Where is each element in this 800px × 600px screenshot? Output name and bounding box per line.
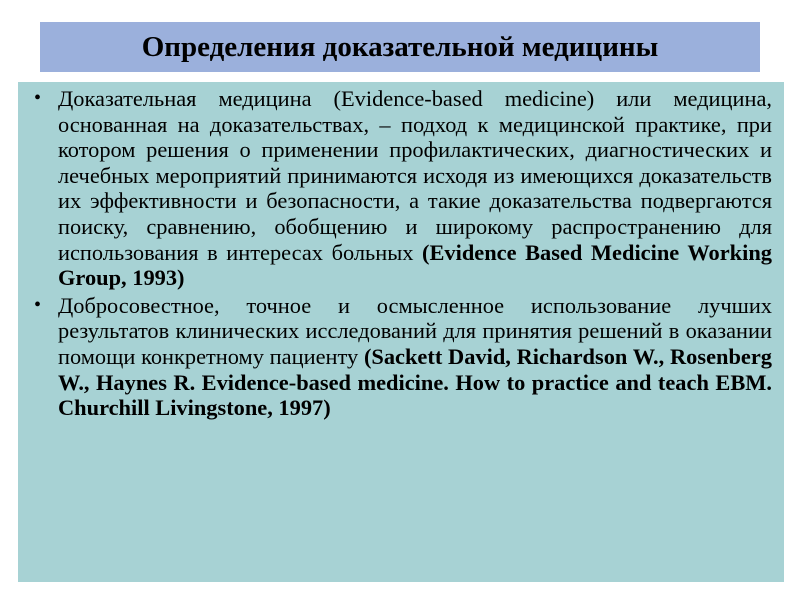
bullet-list — [32, 86, 772, 421]
bullet-text: Добросовестное, точное и осмысленное использование лучших результатов клинических исследований для принятия решений в оказании помощи конкретному пациенту — [58, 292, 772, 369]
content-box — [18, 82, 784, 582]
bullet-text: Доказательная медицина (Evidence-based medicine) или медицина, основанная на доказательствах, – подход к медицинской практике, при котором решения о применении профилактических, диагностических и лечебных мероприятий принимаются исходя из имеющихся доказательств их эффективности и безопасности, а такие доказательства подвергаются поиску, сравнению, обобщению и широкому распространению для использования в интересах больных — [58, 86, 772, 265]
slide-title: Определения доказательной медицины — [141, 30, 659, 63]
title-bar — [40, 22, 760, 72]
bullet-citation: (Evidence Based Medicine Working Group, 1993) — [58, 239, 772, 291]
bullet-item-definition-2 — [32, 293, 772, 421]
bullet-item-definition-1 — [32, 86, 772, 291]
bullet-marker: • — [34, 87, 42, 109]
bullet-citation: (Sackett David, Richardson W., Rosenberg W., Haynes R. Evidence-based medicine. How to practice and teach EBM. Churchill Livingstone, 1997) — [58, 343, 772, 421]
bullet-marker: • — [34, 293, 42, 316]
